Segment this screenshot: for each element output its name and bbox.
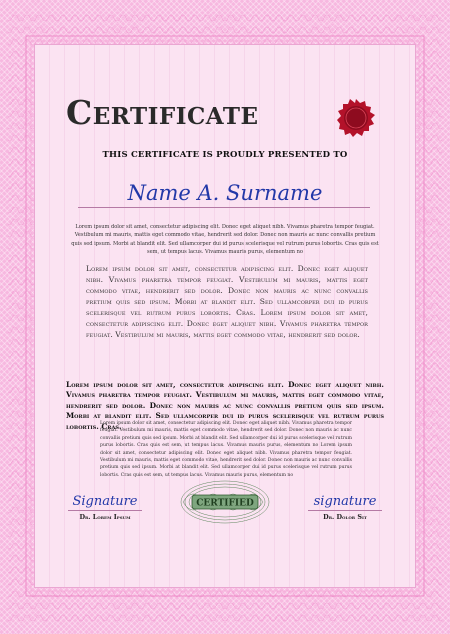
body-paragraph: Lorem ipsum dolor sit amet, consectetur adipiscing elit. Donec eget aliquet nibh. Vivamus pharetra tempor feugiat. Vestibulum mi mauris, mattis eget commodo vitae, hendrerit sed dolor. Donec non mauris ac nunc convallis pretium quis sed ipsum. Morbi at blandit elit. Sed ullamcorper dui id purus scelerisque vel rutrum purus lobortis. Cras. Lorem ipsum dolor sit amet, consectetur adipiscing elit. Donec eget aliquet nibh. Vivamus pharetra tempor feugiat. Vestibulum mi mauris, mattis eget commodo vitae, hendrerit sed dolor.	[86, 264, 368, 339]
certificate-title: Certificate	[66, 93, 259, 132]
intro-paragraph: Lorem ipsum dolor sit amet, consectetur adipiscing elit. Donec eget aliquet nibh. Vivamus pharetra tempor feugiat. Vestibulum mi mauris, mattis eget commodo vitae, hendrerit sed dolor. Donec non mauris ac nunc convallis pretium quis sed ipsum. Morbi at blandit elit. Sed ullamcorper dui id purus scelerisque vel rutrum purus lobortis. Cras quis est sem, ut tempus lacus. Vivamus mauris purus, elementum no	[71, 224, 379, 255]
bold-paragraph: Lorem ipsum dolor sit amet, consectetur adipiscing elit. Donec eget aliquet nibh. Vivamus pharetra tempor feugiat. Vestibulum mi mauris, mattis eget commodo vitae, hendrerit sed dolor. Donec non mauris ac nunc convallis pretium quis sed ipsum. Morbi at blandit elit. Sed ullamcorper dui id purus scelerisque vel rutrum purus lobortis. Cras.	[66, 380, 384, 431]
signature-left-script: Signature	[72, 494, 138, 509]
certified-label: CERTIFIED	[196, 498, 254, 509]
signature-right-name: Dr. Dolor Sit	[323, 513, 367, 521]
name-underline	[78, 207, 370, 208]
fine-print-paragraph: Lorem ipsum dolor sit amet, consectetur adipiscing elit. Donec eget aliquet nibh. Vivamus pharetra tempor feugiat. Vestibulum mi mauris, mattis eget commodo vitae, hendrerit sed dolor. Donec non mauris ac nunc convallis pretium quis sed ipsum. Morbi at blandit elit. Sed ullamcorper dui id purus scelerisque vel rutrum purus lobortis. Cras quis est sem, ut tempus lacus. Vivamus mauris purus, elementum no Lorem ipsum dolor sit amet, consectetur adipiscing elit. Donec eget aliquet nibh. Vivamus pharetra tempor feugiat. Vestibulum mi mauris, mattis eget commodo vitae, hendrerit sed dolor. Donec non mauris ac nunc convallis pretium quis sed ipsum. Morbi at blandit elit. Sed ullamcorper dui id purus scelerisque vel rutrum purus lobortis. Cras quis est sem, ut tempus lacus. Vivamus mauris purus, elementum no	[100, 421, 352, 478]
certified-rosette-icon	[178, 478, 272, 526]
presented-to-line: THIS CERTIFICATE IS PROUDLY PRESENTED TO	[102, 150, 348, 160]
recipient-name: Name A. Surname	[127, 181, 323, 205]
signature-left-line	[68, 510, 142, 511]
signature-right-script: signature	[313, 494, 377, 509]
signature-right-line	[308, 510, 382, 511]
signature-left-name: Dr. Lorem Ipsum	[79, 513, 131, 521]
signature-block-right	[300, 495, 390, 521]
signature-block-left	[60, 495, 150, 521]
red-seal-icon	[336, 98, 376, 138]
